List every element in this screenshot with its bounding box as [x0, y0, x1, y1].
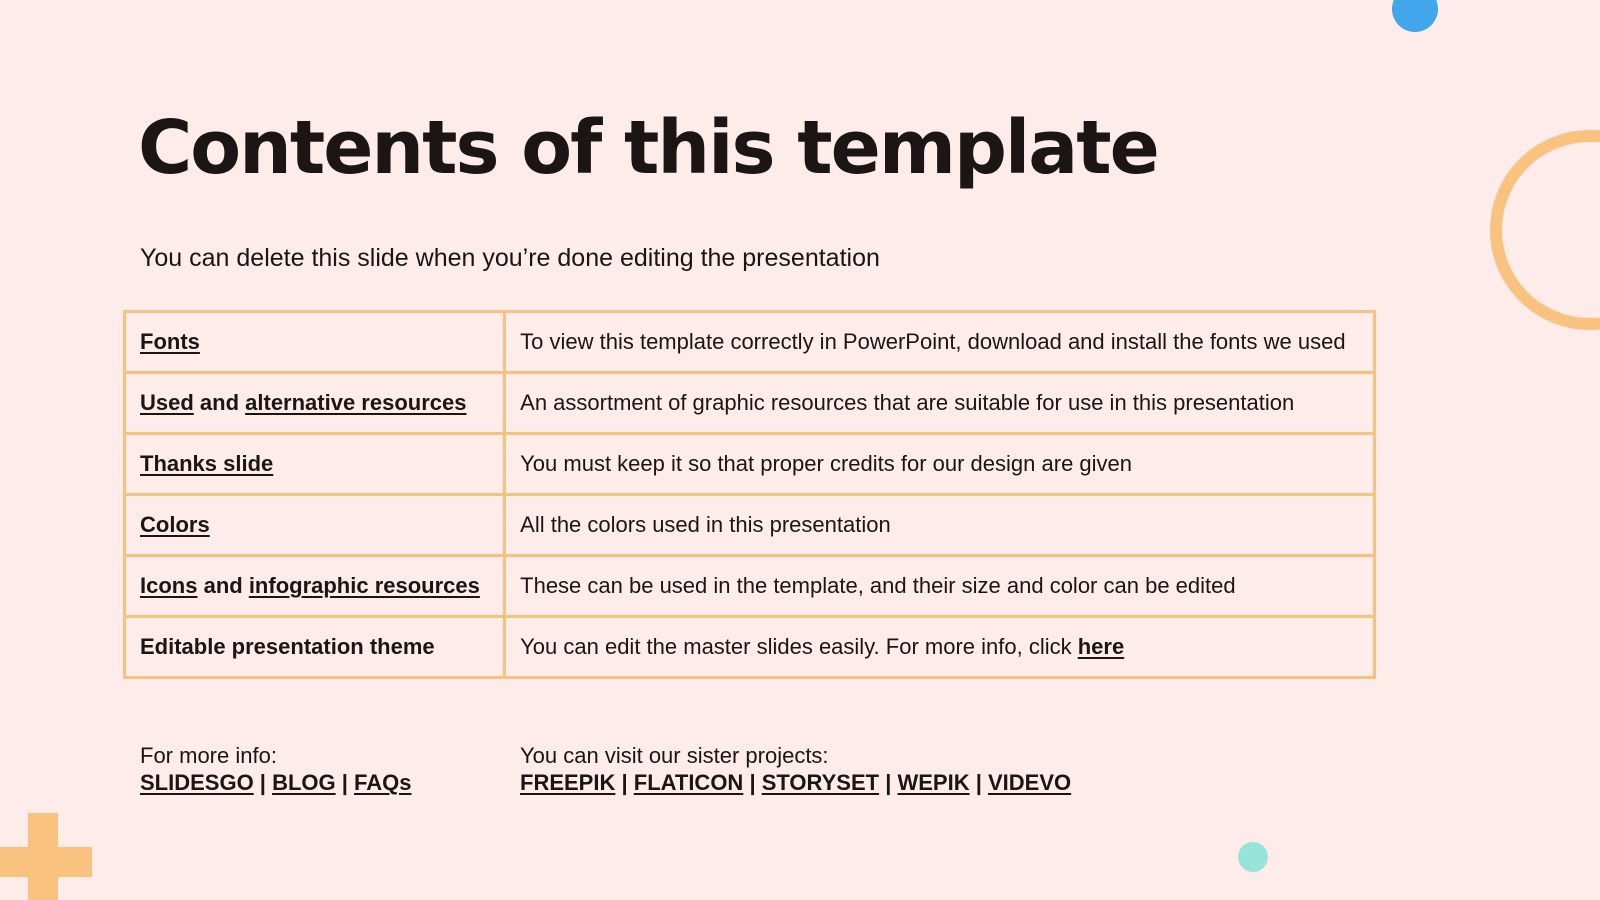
colors-link[interactable]: Colors — [140, 512, 210, 537]
link-separator: | — [879, 770, 898, 795]
slide-title: Contents of this template — [138, 105, 1158, 191]
plus-decoration-horizontal — [0, 847, 92, 877]
more-info-label: For more info: — [140, 743, 277, 768]
table-row — [125, 617, 1375, 678]
row-description: An assortment of graphic resources that are suitable for use in this presentation — [505, 373, 1375, 434]
faqs-link[interactable]: FAQs — [354, 770, 412, 795]
teal-dot-decoration — [1238, 842, 1268, 872]
link-separator: | — [615, 770, 634, 795]
flaticon-link[interactable]: FLATICON — [633, 770, 744, 795]
infographic-resources-link[interactable]: infographic resources — [248, 573, 480, 598]
row-key-joiner: and — [193, 390, 246, 415]
row-key: Editable presentation theme — [125, 617, 505, 678]
thanks-slide-link[interactable]: Thanks slide — [140, 451, 274, 476]
row-key — [125, 434, 505, 495]
slide-subtitle: You can delete this slide when you’re done editing the presentation — [140, 244, 880, 272]
table-row — [125, 373, 1375, 434]
row-description: These can be used in the template, and their size and color can be edited — [505, 556, 1375, 617]
sister-projects-block — [520, 742, 1071, 796]
storyset-link[interactable]: STORYSET — [761, 770, 880, 795]
wepik-link[interactable]: WEPIK — [897, 770, 970, 795]
row-description: All the colors used in this presentation — [505, 495, 1375, 556]
icons-link[interactable]: Icons — [140, 573, 198, 598]
sister-projects-label: You can visit our sister projects: — [520, 743, 829, 768]
contents-table — [123, 310, 1376, 679]
row-key — [125, 495, 505, 556]
videvo-link[interactable]: VIDEVO — [987, 770, 1072, 795]
more-info-block — [140, 742, 412, 796]
table-row — [125, 434, 1375, 495]
row-description — [505, 617, 1375, 678]
link-separator: | — [743, 770, 762, 795]
row-key — [125, 373, 505, 434]
sister-projects-links — [520, 769, 1071, 796]
fonts-link[interactable]: Fonts — [140, 329, 200, 354]
table-row — [125, 495, 1375, 556]
row-key — [125, 312, 505, 373]
slidesgo-link[interactable]: SLIDESGO — [140, 770, 254, 795]
row-key — [125, 556, 505, 617]
used-resources-link[interactable]: Used — [140, 390, 194, 415]
blog-link[interactable]: BLOG — [272, 770, 336, 795]
orange-ring-decoration — [1490, 130, 1600, 330]
row-description: You must keep it so that proper credits for our design are given — [505, 434, 1375, 495]
row-description-text: You can edit the master slides easily. For more info, click — [520, 634, 1078, 659]
freepik-link[interactable]: FREEPIK — [520, 770, 616, 795]
link-separator: | — [969, 770, 988, 795]
table-row — [125, 312, 1375, 373]
here-link[interactable]: here — [1077, 634, 1125, 659]
row-description: To view this template correctly in PowerPoint, download and install the fonts we used — [505, 312, 1375, 373]
link-separator: | — [335, 770, 355, 795]
more-info-links — [140, 769, 412, 796]
link-separator: | — [253, 770, 273, 795]
alternative-resources-link[interactable]: alternative resources — [245, 390, 467, 415]
row-key-joiner: and — [197, 573, 249, 598]
blue-circle-decoration — [1392, 0, 1438, 32]
table-row — [125, 556, 1375, 617]
